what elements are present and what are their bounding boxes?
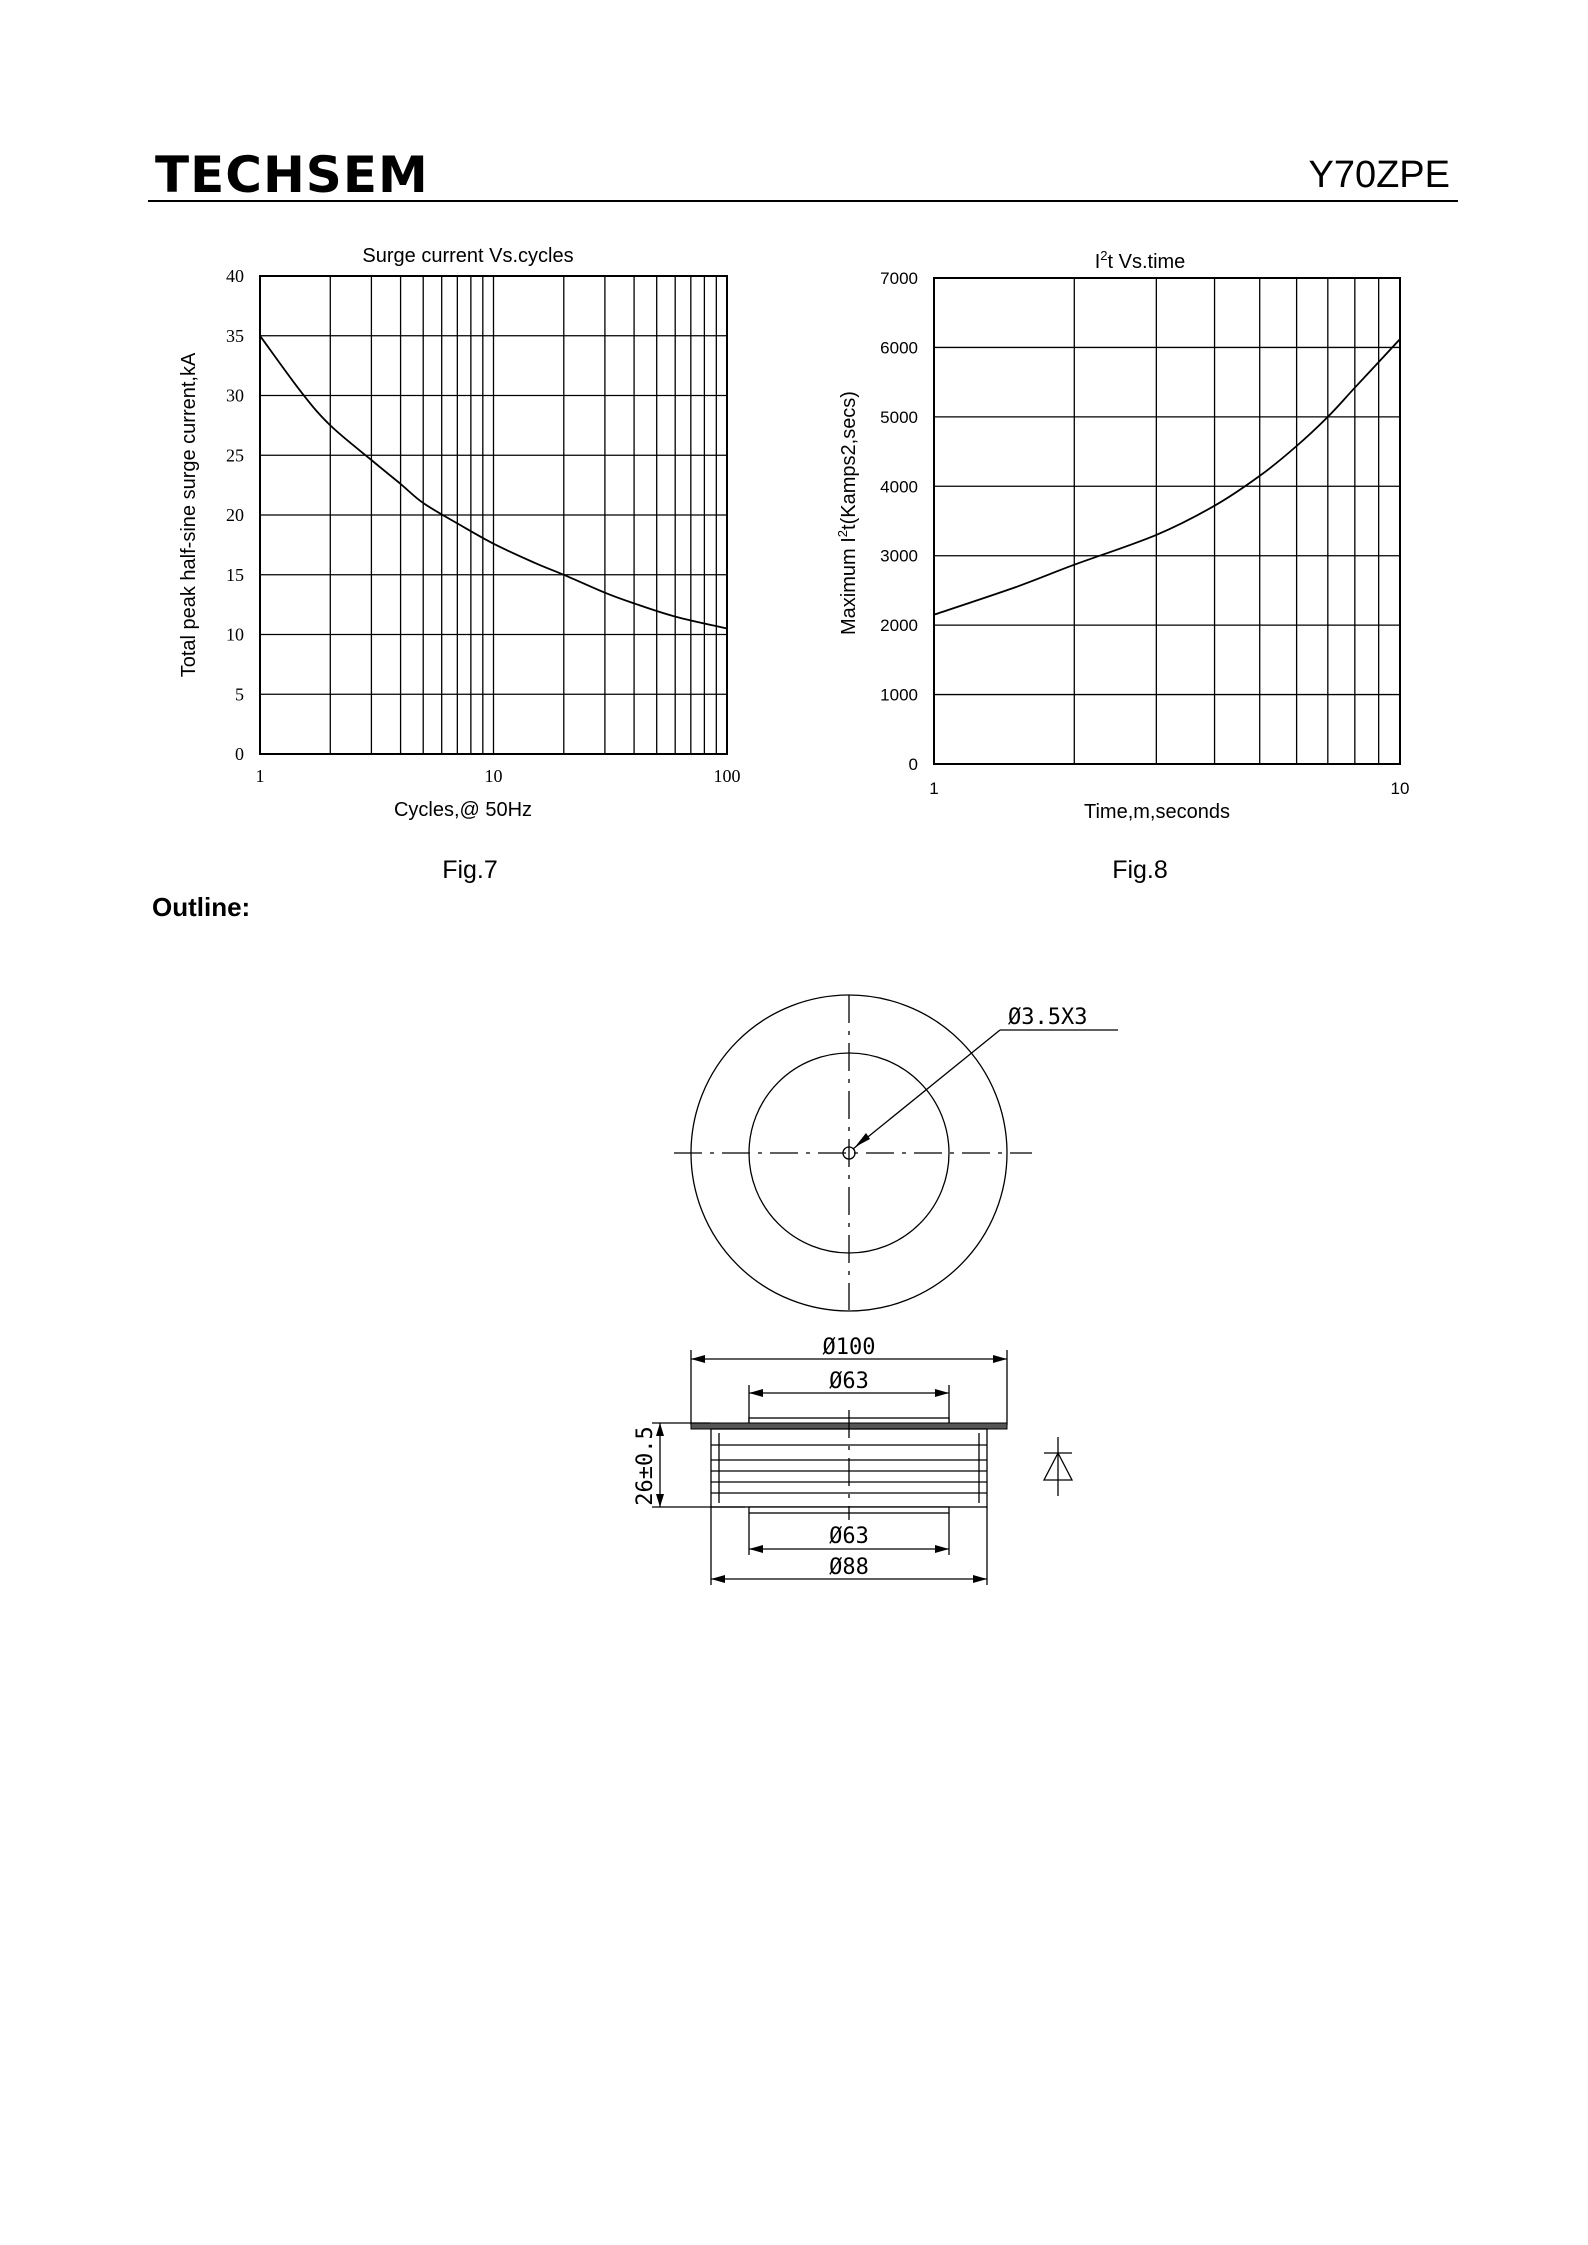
outline-leader-arrow bbox=[855, 1133, 870, 1147]
fig7-caption: Fig.7 bbox=[442, 856, 498, 884]
dim-height-label: 26±0.5 bbox=[633, 1426, 658, 1506]
fig8-title-suffix: t Vs.time bbox=[1107, 251, 1186, 273]
fig8-ytick-label: 0 bbox=[908, 755, 918, 774]
dim-d88-arrow-l bbox=[711, 1575, 725, 1583]
dim-d100-label: Ø100 bbox=[822, 1335, 876, 1360]
fig8-ylabel-prefix: Maximum I bbox=[838, 537, 860, 635]
fig8-ylabel-sup: 2 bbox=[835, 529, 850, 538]
dim-d88-label: Ø88 bbox=[829, 1555, 869, 1580]
fig7-xtick-label: 100 bbox=[713, 766, 741, 786]
diode-symbol-icon bbox=[1044, 1437, 1072, 1496]
dim-d63-bot-arrow-r bbox=[935, 1545, 949, 1553]
fig7-ylabel: Total peak half-sine surge current,kA bbox=[178, 352, 200, 678]
fig7-xlabel: Cycles,@ 50Hz bbox=[393, 799, 533, 821]
outline-hole-label: Ø3.5X3 bbox=[1008, 1005, 1088, 1030]
brand-logo-text: TECHSEM bbox=[155, 146, 429, 204]
dim-d63-top-arrow-l bbox=[749, 1389, 763, 1397]
dim-d63-bot-label: Ø63 bbox=[829, 1524, 869, 1549]
fig7-ytick-label: 30 bbox=[226, 385, 244, 406]
fig8-ytick-label: 5000 bbox=[880, 407, 918, 427]
dim-d63-top-arrow-r bbox=[935, 1389, 949, 1397]
dim-d100-arrow-l bbox=[691, 1355, 705, 1363]
fig7-ytick-label: 15 bbox=[226, 564, 244, 585]
fig7-title: Surge current Vs.cycles bbox=[362, 245, 574, 267]
fig8-title-prefix: I bbox=[1094, 251, 1101, 273]
dim-d63-top-label: Ø63 bbox=[829, 1369, 869, 1394]
dim-d88-arrow-r bbox=[973, 1575, 987, 1583]
fig7-ytick-label: 25 bbox=[226, 445, 244, 466]
fig8-ytick-label: 1000 bbox=[880, 685, 918, 705]
fig7-ytick-label: 20 bbox=[226, 505, 244, 525]
fig8-ylabel-suffix: t(Kamps2,secs) bbox=[838, 391, 860, 530]
fig8-ytick-label: 3000 bbox=[880, 546, 918, 566]
fig8-ytick-label: 4000 bbox=[880, 477, 918, 497]
outline-heading: Outline: bbox=[152, 892, 251, 922]
fig8-xlabel: Time,m,seconds bbox=[1084, 801, 1230, 823]
fig8-caption: Fig.8 bbox=[1112, 856, 1168, 884]
fig7-ytick-label: 35 bbox=[226, 325, 244, 346]
fig7-xtick-label: 10 bbox=[484, 766, 503, 786]
outline-hole-leader bbox=[853, 1030, 1000, 1149]
fig8-xtick-label: 1 bbox=[929, 779, 939, 798]
fig7-ytick-label: 5 bbox=[235, 684, 244, 705]
fig8-ytick-label: 2000 bbox=[880, 616, 918, 636]
dim-d63-bot-arrow-l bbox=[749, 1545, 763, 1553]
fig7-ytick-label: 10 bbox=[226, 624, 244, 645]
fig8-ytick-label: 7000 bbox=[880, 269, 918, 288]
fig7-ytick-label: 40 bbox=[226, 266, 244, 286]
fig7-xtick-label: 1 bbox=[255, 766, 265, 786]
fig8-title-sup: 2 bbox=[1100, 248, 1108, 263]
fig7-ytick-label: 0 bbox=[235, 744, 244, 764]
fig8-ytick-label: 6000 bbox=[880, 338, 918, 358]
dim-d100-arrow-r bbox=[993, 1355, 1007, 1363]
model-number: Y70ZPE bbox=[1308, 154, 1450, 196]
fig8-xtick-label: 10 bbox=[1390, 779, 1410, 798]
